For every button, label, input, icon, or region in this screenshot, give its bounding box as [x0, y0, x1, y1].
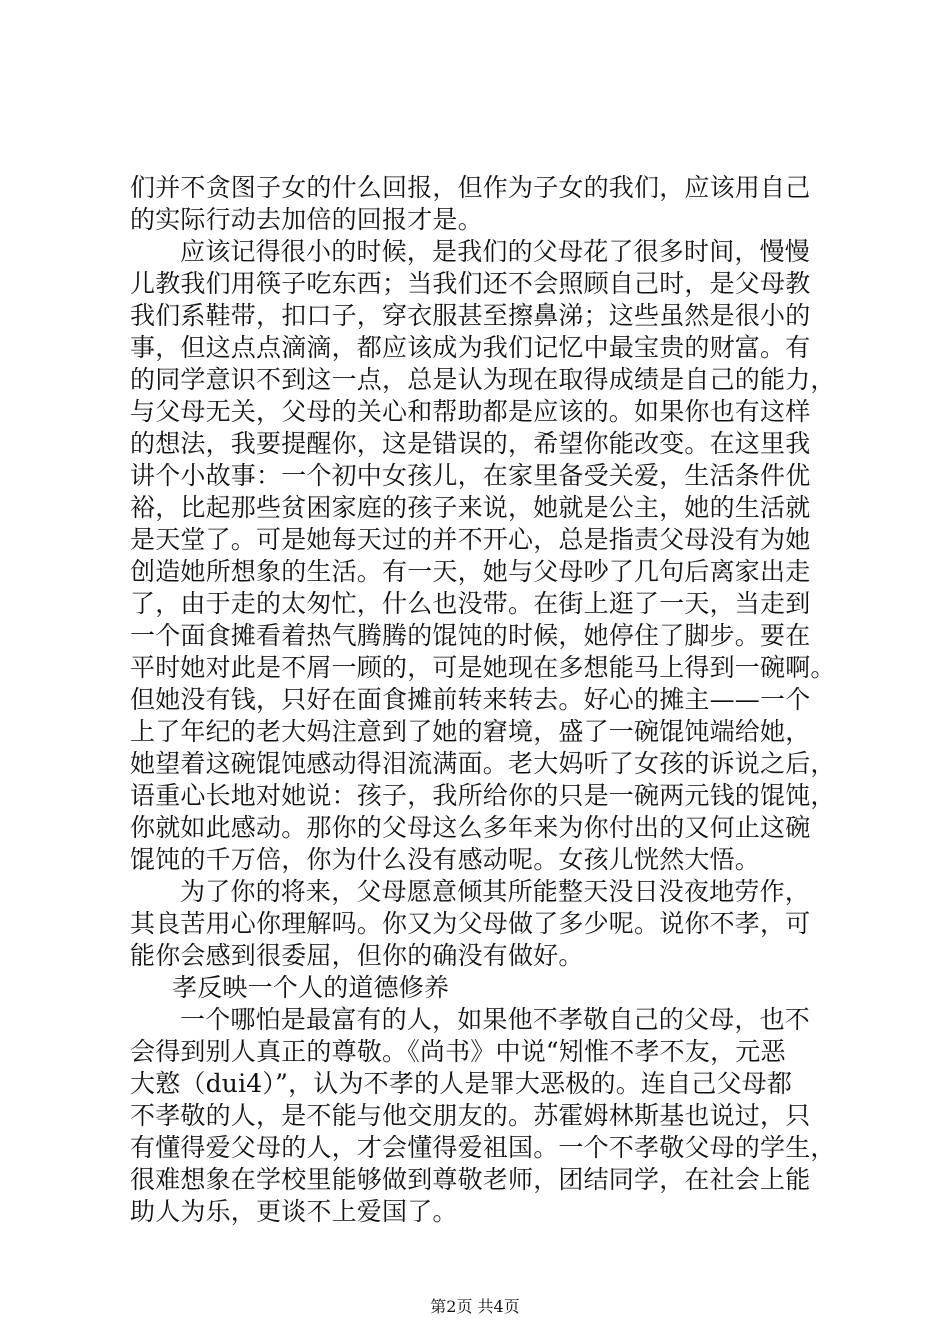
- text-line: 其良苦用心你理解吗。你又为父母做了多少呢。说你不孝，可: [130, 909, 811, 938]
- text-line: 的同学意识不到这一点，总是认为现在取得成绩是自己的能力，: [130, 365, 836, 394]
- text-line: 裕，比起那些贫困家庭的孩子来说，她就是公主，她的生活就: [130, 493, 811, 522]
- text-line: 了，由于走的太匆忙，什么也没带。在街上逛了一天，当走到: [130, 589, 811, 618]
- text-line: 一个哪怕是最富有的人，如果他不孝敬自己的父母，也不: [180, 1005, 811, 1034]
- section-heading: 孝反映一个人的道德修养: [172, 973, 450, 1002]
- text-line: 但她没有钱，只好在面食摊前转来转去。好心的摊主——一个: [130, 685, 811, 714]
- body-text: [130, 172, 836, 1228]
- text-line: 讲个小故事：一个初中女孩儿，在家里备受关爱，生活条件优: [130, 461, 811, 490]
- text-line: 们并不贪图子女的什么回报，但作为子女的我们，应该用自己: [130, 173, 811, 202]
- text-line: 与父母无关，父母的关心和帮助都是应该的。如果你也有这样: [130, 397, 811, 426]
- text-line: 能你会感到很委屈，但你的确没有做好。: [130, 941, 584, 970]
- page-number-label: 第2页 共4页: [430, 1297, 520, 1316]
- text-line: 语重心长地对她说：孩子，我所给你的只是一碗两元钱的馄饨，: [130, 781, 836, 810]
- text-line: 助人为乐，更谈不上爱国了。: [130, 1197, 458, 1226]
- text-line: 会得到别人真正的尊敬。《尚书》中说“矧惟不孝不友，元恶: [130, 1037, 786, 1066]
- text-line: 不孝敬的人，是不能与他交朋友的。苏霍姆林斯基也说过，只: [130, 1101, 811, 1130]
- text-line: 应该记得很小的时候，是我们的父母花了很多时间，慢慢: [180, 237, 811, 266]
- text-line: 是天堂了。可是她每天过的并不开心，总是指责父母没有为她: [130, 525, 811, 554]
- text-line: 事，但这点点滴滴，都应该成为我们记忆中最宝贵的财富。有: [130, 333, 811, 362]
- page-footer: [0, 1297, 950, 1317]
- text-line: 大憝（dui4）”，认为不孝的人是罪大恶极的。连自己父母都: [130, 1069, 793, 1098]
- text-line: 创造她所想象的生活。有一天，她与父母吵了几句后离家出走: [130, 557, 811, 586]
- text-line: 为了你的将来，父母愿意倾其所能整天没日没夜地劳作，: [180, 877, 811, 906]
- text-line: 你就如此感动。那你的父母这么多年来为你付出的又何止这碗: [130, 813, 811, 842]
- text-line: 儿教我们用筷子吃东西；当我们还不会照顾自己时，是父母教: [130, 269, 811, 298]
- text-line: 我们系鞋带，扣口子，穿衣服甚至擦鼻涕；这些虽然是很小的: [130, 301, 811, 330]
- text-line: 的想法，我要提醒你，这是错误的，希望你能改变。在这里我: [130, 429, 811, 458]
- text-line: 有懂得爱父母的人，才会懂得爱祖国。一个不孝敬父母的学生，: [130, 1133, 836, 1162]
- text-line: 平时她对此是不屑一顾的，可是她现在多想能马上得到一碗啊。: [130, 653, 836, 682]
- text-line: 一个面食摊看着热气腾腾的馄饨的时候，她停住了脚步。要在: [130, 621, 811, 650]
- text-line: 很难想象在学校里能够做到尊敬老师，团结同学，在社会上能: [130, 1165, 811, 1194]
- text-line: 上了年纪的老大妈注意到了她的窘境，盛了一碗馄饨端给她，: [130, 717, 811, 746]
- text-line: 馄饨的千万倍，你为什么没有感动呢。女孩儿恍然大悟。: [130, 845, 761, 874]
- text-line: 的实际行动去加倍的回报才是。: [130, 205, 483, 234]
- text-line: 她望着这碗馄饨感动得泪流满面。老大妈听了女孩的诉说之后，: [130, 749, 836, 778]
